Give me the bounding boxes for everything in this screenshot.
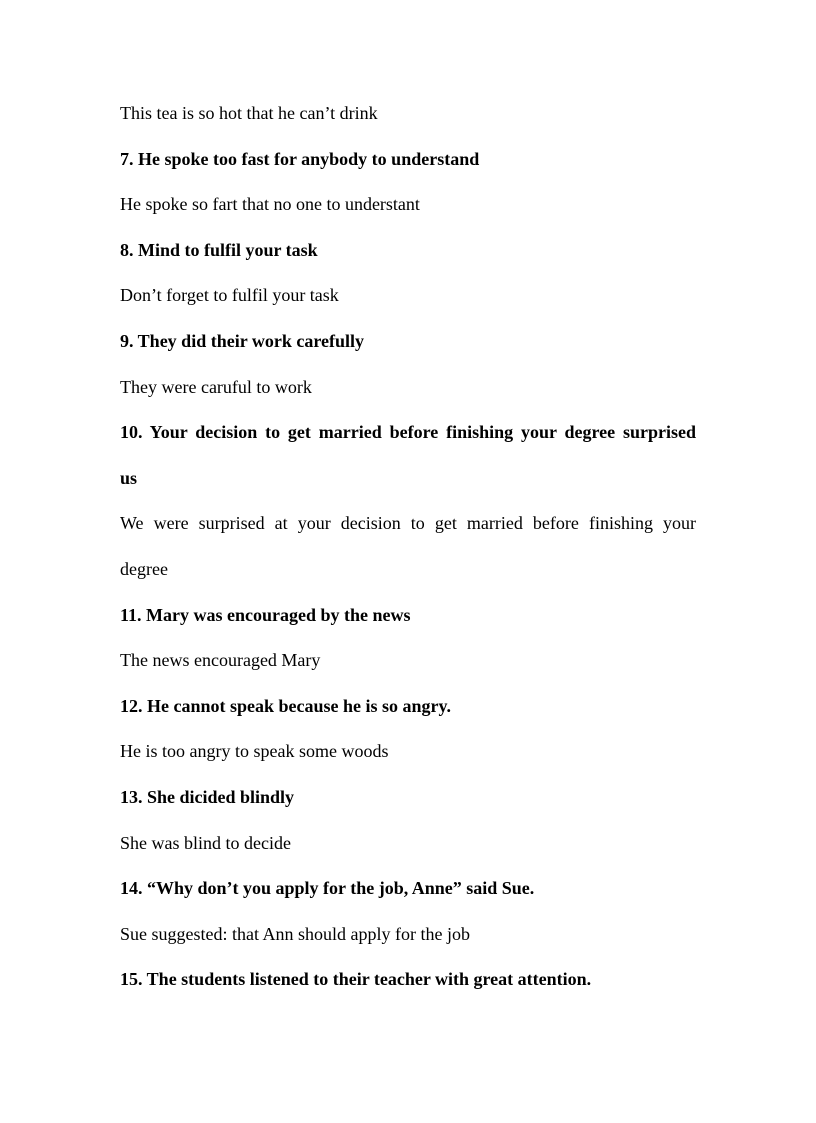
- question-line: 15. The students listened to their teacher with great attention.: [120, 969, 592, 990]
- answer-line: This tea is so hot that he can’t drink: [120, 103, 378, 123]
- answer-line-continued: degree: [120, 558, 168, 579]
- answer-line: We were surprised at your decision to get married before finishing your: [120, 513, 696, 534]
- question-line: 12. He cannot speak because he is so angry.: [120, 695, 452, 716]
- answer-line: They were caruful to work: [120, 376, 312, 397]
- question-line: 10. Your decision to get married before finishing your degree surprised: [120, 422, 696, 443]
- answer-line: He spoke so fart that no one to understant: [120, 194, 420, 215]
- question-line: 13. She dicided blindly: [120, 786, 295, 807]
- document-body: [120, 91, 696, 1003]
- answer-line: The news encouraged Mary: [120, 650, 321, 671]
- answer-line: He is too angry to speak some woods: [120, 741, 389, 762]
- question-line: 11. Mary was encouraged by the news: [120, 604, 411, 625]
- answer-line: Sue suggested: that Ann should apply for the job: [120, 923, 470, 944]
- answer-line: She was blind to decide: [120, 832, 291, 853]
- question-line: 8. Mind to fulfil your task: [120, 239, 318, 260]
- question-line-continued: us: [120, 467, 138, 488]
- question-line: 7. He spoke too fast for anybody to understand: [120, 148, 480, 169]
- question-line: 9. They did their work carefully: [120, 330, 365, 351]
- question-line: 14. “Why don’t you apply for the job, Anne” said Sue.: [120, 878, 535, 899]
- answer-line: Don’t forget to fulfil your task: [120, 285, 339, 306]
